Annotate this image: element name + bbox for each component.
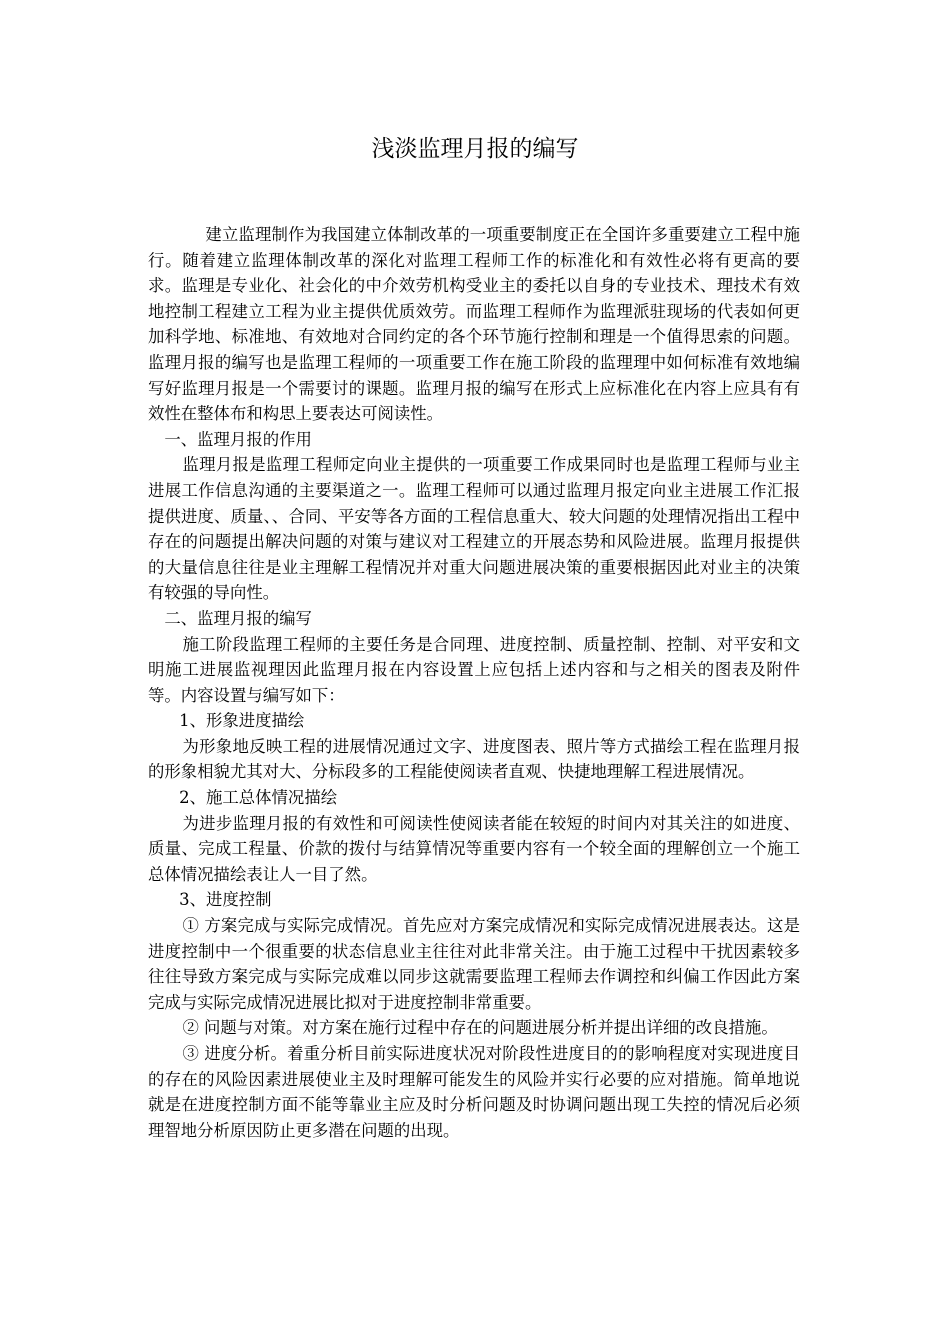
body-paragraph: 为进步监理月报的有效性和可阅读性使阅读者能在较短的时间内对其关注的如进度、质量、完成工程量、价款的拨付与结算情况等重要内容有一个较全面的理解创立一个施工总体情况描绘表让人一目了然。	[148, 813, 800, 884]
section-heading-writing: 二、监理月报的编写	[164, 608, 312, 628]
subsection-heading-schedule: 3、进度控制	[179, 890, 272, 910]
body-paragraph: ② 问题与对策。对方案在施行过程中存在的问题进展分析并提出详细的改良措施。	[182, 1018, 778, 1038]
subsection-heading-overall: 2、施工总体情况描绘	[179, 788, 338, 808]
body-paragraph: 施工阶段监理工程师的主要任务是合同理、进度控制、质量控制、控制、对平安和文明施工进展监视理因此监理月报在内容设置上应包括上述内容和与之相关的图表及附件等。内容设置与编写如下：	[148, 634, 800, 705]
body-paragraph: 为形象地反映工程的进展情况通过文字、进度图表、照片等方式描绘工程在监理月报的形象相貌尤其对大、分标段多的工程能使阅读者直观、快捷地理解工程进展情况。	[148, 736, 800, 782]
section-heading-role: 一、监理月报的作用	[164, 429, 312, 449]
subsection-heading-image-progress: 1、形象进度描绘	[179, 711, 305, 731]
body-paragraph: ① 方案完成与实际完成情况。首先应对方案完成情况和实际完成情况进展表达。这是进度控制中一个很重要的状态信息业主往往对此非常关注。由于施工过程中干扰因素较多往往导致方案完成与实际完成难以同步这就需要监理工程师去作调控和纠偏工作因此方案完成与实际完成情况进展比拟对于进度控制非常重要。	[148, 916, 800, 1012]
body-paragraph: ③ 进度分析。着重分析目前实际进度状况对阶段性进度目的的影响程度对实现进度目的存在的风险因素进展使业主及时理解可能发生的风险并实行必要的应对措施。简单地说就是在进度控制方面不能等靠业主应及时分析问题及时协调问题出现工失控的情况后必须理智地分析原因防止更多潜在问题的出现。	[148, 1044, 800, 1140]
document-body	[148, 222, 800, 1143]
document-title: 浅淡监理月报的编写	[371, 136, 579, 162]
intro-paragraph: 建立监理制作为我国建立体制改革的一项重要制度正在全国许多重要建立工程中施行。随着建立监理体制改革的深化对监理工程师工作的标准化和有效性必将有更高的要求。监理是专业化、社会化的中介效劳机构受业主的委托以自身的专业技术、理技术有效地控制工程建立工程为业主提供优质效劳。而监理工程师作为监理派驻现场的代表如何更加科学地、标准地、有效地对合同约定的各个环节施行控制和理是一个值得思索的问题。监理月报的编写也是监理工程师的一项重要工作在施工阶段的监理理中如何标准有效地编写好监理月报是一个需要讨的课题。监理月报的编写在形式上应标准化在内容上应具有有效性在整体布和构思上要表达可阅读性。	[148, 225, 800, 424]
body-paragraph: 监理月报是监理工程师定向业主提供的一项重要工作成果同时也是监理工程师与业主进展工作信息沟通的主要渠道之一。监理工程师可以通过监理月报定向业主进展工作汇报提供进度、质量、、合同、平安等各方面的工程信息重大、较大问题的处理情况指出工程中存在的问题提出解决问题的对策与建议对工程建立的开展态势和风险进展。监理月报提供的大量信息往往是业主理解工程情况并对重大问题进展决策的重要根据因此对业主的决策有较强的导向性。	[148, 455, 800, 603]
